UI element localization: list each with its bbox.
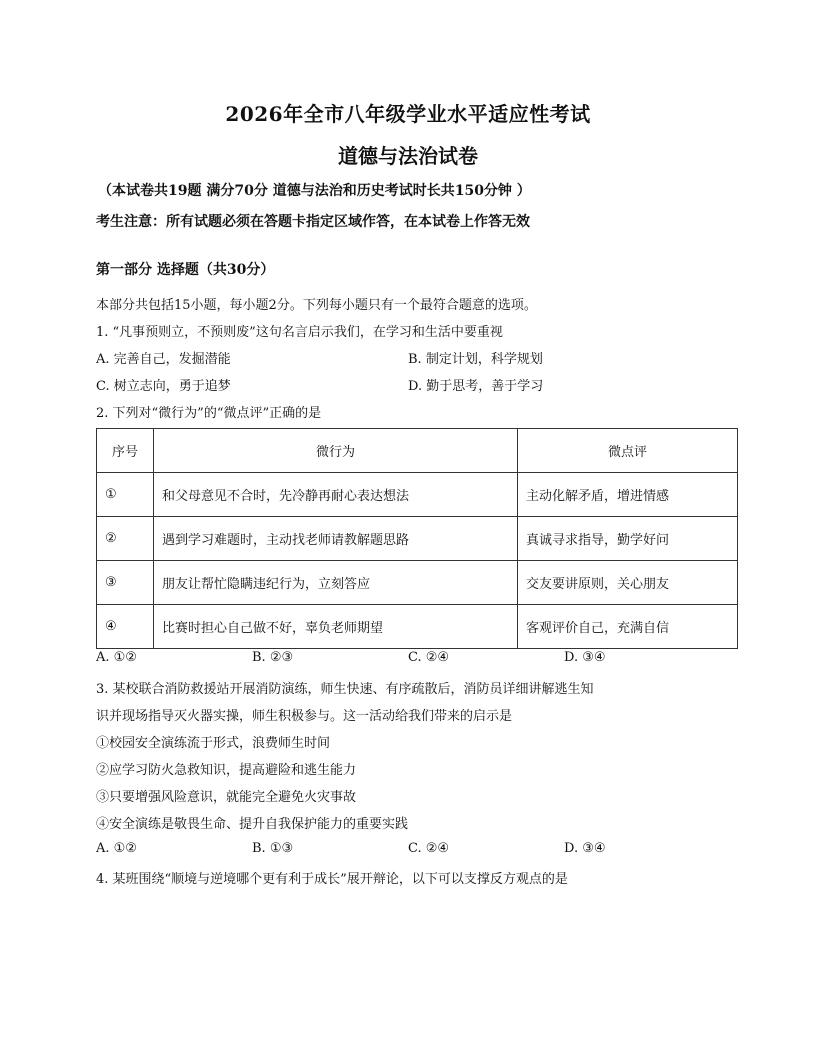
question-3-statement-1: ①校园安全演练流于形式，浪费师生时间 bbox=[96, 736, 331, 751]
table-cell-number: ① bbox=[97, 473, 154, 517]
section-title: 第一部分 选择题（共30分） bbox=[96, 262, 275, 278]
question-3-statement-2: ②应学习防火急救知识，提高避险和逃生能力 bbox=[96, 763, 357, 778]
table-cell-number: ② bbox=[97, 517, 154, 561]
question-1-option-c: C. 树立志向，勇于追梦 bbox=[96, 379, 231, 394]
question-3-option-a: A. ①② bbox=[96, 841, 137, 856]
question-3-option-c: C. ②④ bbox=[408, 841, 450, 856]
table-row bbox=[97, 561, 738, 605]
exam-info: （本试卷共19题 满分70分 道德与法治和历史考试时长共150分钟 ） bbox=[98, 183, 531, 199]
question-3-statement-4: ④安全演练是敬畏生命、提升自我保护能力的重要实践 bbox=[96, 817, 409, 832]
exam-subtitle: 道德与法治试卷 bbox=[338, 144, 478, 168]
notice: 考生注意：所有试题必须在答题卡指定区域作答，在本试卷上作答无效 bbox=[96, 214, 530, 230]
table-cell-comment: 交友要讲原则，关心朋友 bbox=[518, 561, 738, 605]
question-2-stem: 2. 下列对“微行为”的“微点评”正确的是 bbox=[96, 406, 322, 421]
section-description: 本部分共包括15小题，每小题2分。下列每小题只有一个最符合题意的选项。 bbox=[96, 298, 537, 313]
table-cell-behavior: 遇到学习难题时，主动找老师请教解题思路 bbox=[154, 517, 518, 561]
table-cell-behavior: 比赛时担心自己做不好，辜负老师期望 bbox=[154, 605, 518, 649]
question-3-option-b: B. ①③ bbox=[252, 841, 294, 856]
question-4-stem: 4. 某班围绕“顺境与逆境哪个更有利于成长”展开辩论，以下可以支撑反方观点的是 bbox=[96, 872, 568, 887]
table-row bbox=[97, 517, 738, 561]
question-1-stem: 1. “凡事预则立，不预则废”这句名言启示我们，在学习和生活中要重视 bbox=[96, 325, 503, 340]
question-2-table bbox=[96, 428, 738, 649]
question-3-stem-line-2: 识并现场指导灭火器实操，师生积极参与。这一活动给我们带来的启示是 bbox=[96, 709, 513, 724]
table-row bbox=[97, 605, 738, 649]
question-1-option-d: D. 勤于思考，善于学习 bbox=[408, 379, 544, 394]
question-1-option-b: B. 制定计划，科学规划 bbox=[408, 352, 543, 367]
table-header-row bbox=[97, 429, 738, 473]
table-header-behavior: 微行为 bbox=[154, 429, 518, 473]
question-2-option-b: B. ②③ bbox=[252, 650, 294, 665]
table-cell-number: ④ bbox=[97, 605, 154, 649]
table-cell-number: ③ bbox=[97, 561, 154, 605]
question-1-option-a: A. 完善自己，发掘潜能 bbox=[96, 352, 231, 367]
question-3-option-d: D. ③④ bbox=[564, 841, 606, 856]
question-2-option-c: C. ②④ bbox=[408, 650, 450, 665]
question-2-option-d: D. ③④ bbox=[564, 650, 606, 665]
table-cell-comment: 客观评价自己，充满自信 bbox=[518, 605, 738, 649]
table-cell-behavior: 朋友让帮忙隐瞒违纪行为，立刻答应 bbox=[154, 561, 518, 605]
table-cell-comment: 主动化解矛盾，增进情感 bbox=[518, 473, 738, 517]
table-cell-behavior: 和父母意见不合时，先冷静再耐心表达想法 bbox=[154, 473, 518, 517]
question-3-statement-3: ③只要增强风险意识，就能完全避免火灾事故 bbox=[96, 790, 357, 805]
exam-title: 2026年全市八年级学业水平适应性考试 bbox=[225, 102, 591, 126]
question-3-stem-line-1: 3. 某校联合消防救援站开展消防演练，师生快速、有序疏散后，消防员详细讲解逃生知 bbox=[96, 682, 594, 697]
table-header-number: 序号 bbox=[97, 429, 154, 473]
table-row bbox=[97, 473, 738, 517]
table-cell-comment: 真诚寻求指导，勤学好问 bbox=[518, 517, 738, 561]
question-2-option-a: A. ①② bbox=[96, 650, 137, 665]
table-header-comment: 微点评 bbox=[518, 429, 738, 473]
